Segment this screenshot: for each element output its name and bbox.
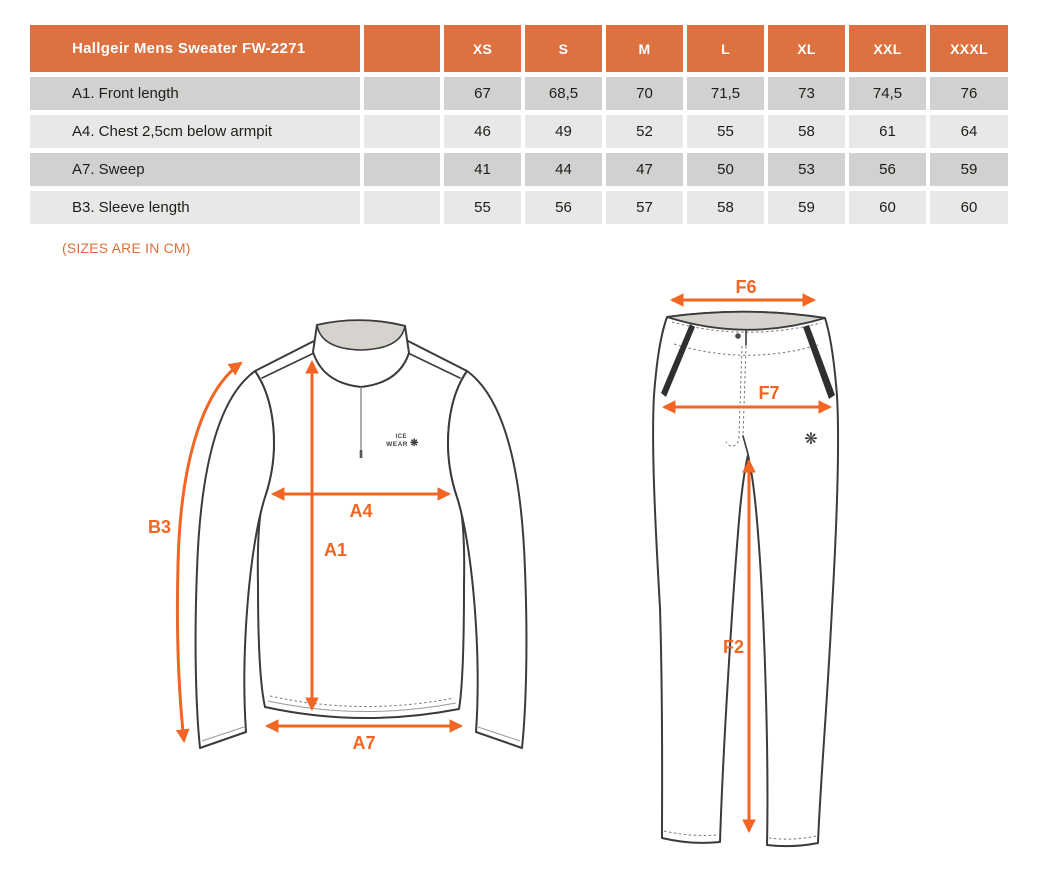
value-cell: 55 [687,115,764,148]
value-cell: 56 [525,191,602,224]
value-cell: 74,5 [849,77,926,110]
value-cell: 50 [687,153,764,186]
row-label-chest: A4. Chest 2,5cm below armpit [30,115,360,148]
value-cell: 73 [768,77,845,110]
sweater-diagram-svg [90,300,572,775]
size-header-xxxl: XXXL [930,25,1008,72]
row-spacer [364,191,440,224]
size-header-l: L [687,25,764,72]
value-cell: 52 [606,115,683,148]
row-label-front-length: A1. Front length [30,77,360,110]
value-cell: 49 [525,115,602,148]
row-spacer [364,153,440,186]
value-cell: 58 [768,115,845,148]
value-cell: 44 [525,153,602,186]
value-cell: 59 [930,153,1008,186]
label-f6: F6 [735,278,757,297]
value-cell: 70 [606,77,683,110]
value-cell: 41 [444,153,521,186]
value-cell: 57 [606,191,683,224]
value-cell: 61 [849,115,926,148]
pants-diagram-svg [628,278,950,870]
label-a1: A1 [324,540,348,560]
sweater-drawing [196,320,527,748]
table-header-spacer [364,25,440,72]
value-cell: 53 [768,153,845,186]
label-b3: B3 [148,517,172,537]
row-label-sweep: A7. Sweep [30,153,360,186]
logo-line1: ICE [395,434,407,440]
value-cell: 76 [930,77,1008,110]
table-title: Hallgeir Mens Sweater FW-2271 [30,25,360,72]
value-cell: 64 [930,115,1008,148]
label-a7: A7 [352,733,376,753]
value-cell: 59 [768,191,845,224]
value-cell: 56 [849,153,926,186]
label-f7: F7 [758,383,780,403]
row-label-sleeve-length: B3. Sleeve length [30,191,360,224]
value-cell: 67 [444,77,521,110]
size-header-xs: XS [444,25,521,72]
value-cell: 71,5 [687,77,764,110]
value-cell: 46 [444,115,521,148]
logo-line2: WEAR [386,441,408,448]
snowflake-icon: ❋ [804,431,818,448]
value-cell: 58 [687,191,764,224]
label-f2: F2 [722,637,744,657]
value-cell: 55 [444,191,521,224]
snowflake-icon: ❋ [410,438,419,449]
pants-outline [653,312,838,846]
pants-drawing [653,312,838,846]
value-cell: 68,5 [525,77,602,110]
value-cell: 47 [606,153,683,186]
size-table [30,25,1008,224]
sizes-unit-note: (SIZES ARE IN CM) [62,240,191,256]
row-spacer [364,115,440,148]
row-spacer [364,77,440,110]
value-cell: 60 [930,191,1008,224]
size-header-m: M [606,25,683,72]
waist-button [735,333,741,339]
label-a4: A4 [349,501,373,521]
size-header-xxl: XXL [849,25,926,72]
size-header-xl: XL [768,25,845,72]
value-cell: 60 [849,191,926,224]
size-header-s: S [525,25,602,72]
